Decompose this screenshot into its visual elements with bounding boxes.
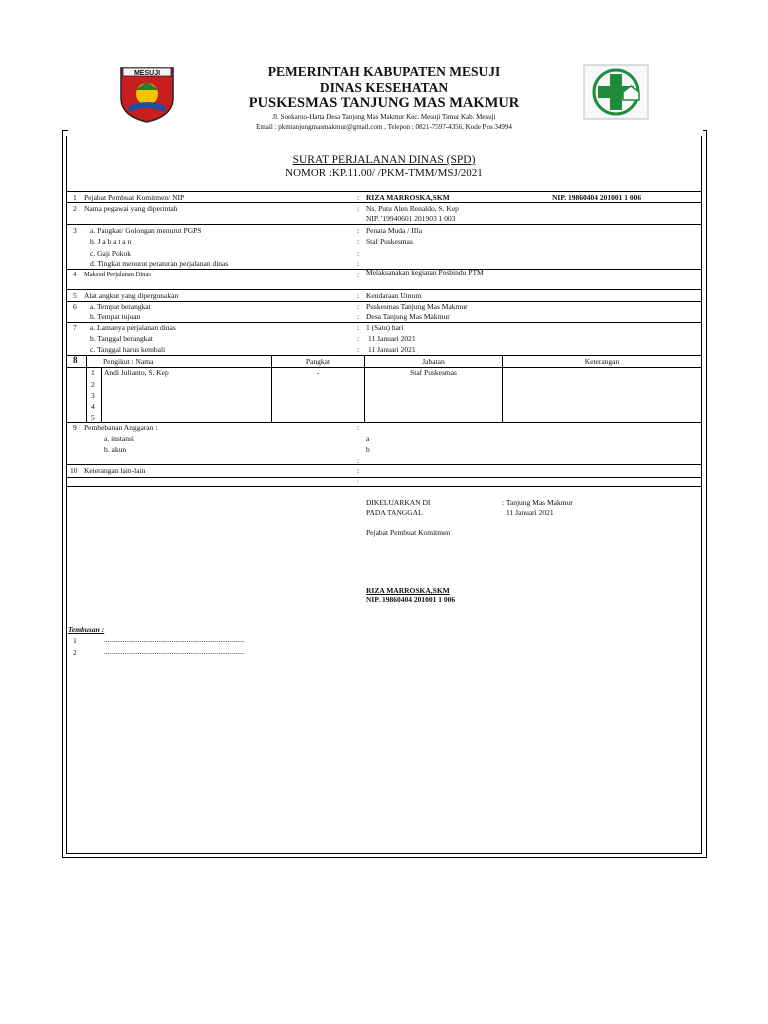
row7b-label: b. Tanggal berangkat xyxy=(90,334,153,343)
tembusan-title: Tembusan : xyxy=(68,625,105,634)
row9b-value: b xyxy=(366,445,370,454)
row7b-colon: : xyxy=(357,334,360,343)
row10-colon: : xyxy=(357,466,360,475)
issued-label: DIKELUARKAN DI xyxy=(366,498,431,507)
row7a-colon: : xyxy=(357,323,360,332)
row1-value: RIZA MARROSKA,SKM xyxy=(366,193,450,202)
row6b-value: Desa Tanjung Mas Makmur xyxy=(366,312,450,321)
row9-no: 9 xyxy=(73,423,77,432)
row7c-value: 11 Januari 2021 xyxy=(368,345,416,354)
row6-no: 6 xyxy=(73,302,77,311)
row5-value: Kendaraan Umum xyxy=(366,291,422,300)
header-contact: Email : pkmtanjungmasmakmur@gmail.com , Telepon : 0821-7597-4356, Kode Pos 34994 xyxy=(256,123,512,131)
row7c-colon: : xyxy=(357,345,360,354)
row9b-label: b. akun xyxy=(104,445,127,454)
row3-no: 3 xyxy=(73,226,77,235)
row1-nip: NIP. 19860404 201001 1 006 xyxy=(552,193,642,202)
row1-label: Pejabat Pembuat Komitmen/ NIP xyxy=(84,193,185,202)
row3a-value: Penata Muda / IIIa xyxy=(366,226,423,235)
row5-colon: : xyxy=(357,291,360,300)
row6b-colon: : xyxy=(357,312,360,321)
signer-role: Pejabat Pembuat Komitmen xyxy=(366,528,451,537)
logo-text: MESUJI xyxy=(133,70,161,77)
row3b-colon: : xyxy=(357,237,360,246)
row4-colon: : xyxy=(357,270,360,279)
row2-value-nip: NIP. '19940601 201903 1 003 xyxy=(366,214,456,223)
signer-name: RIZA MARROSKA,SKM xyxy=(366,586,450,595)
row8-col-pangkat: Pangkat xyxy=(305,357,331,366)
row3d-label: d. Tingkat menurut peraturan perjalanan dinas xyxy=(90,259,229,268)
date-label: PADA TANGGAL xyxy=(366,508,423,517)
row3a-colon: : xyxy=(357,226,360,235)
row4-no: 4 xyxy=(73,271,77,278)
row7c-label: c. Tanggal harus kembali xyxy=(90,345,166,354)
row2-value-name: Ns. Putu Alen Renaldo, S. Kep xyxy=(366,204,459,213)
row10-no: 10 xyxy=(70,466,78,475)
row3d-colon: : xyxy=(357,259,360,268)
issued-value: : Tanjung Mas Makmur xyxy=(502,498,573,507)
follower-1-name: Andi Julianto, S. Kep xyxy=(104,368,169,377)
signer-nip: NIP. 19860404 201001 1 006 xyxy=(366,595,456,604)
logo-puskesmas xyxy=(583,64,649,120)
row4-label: Maksud Perjalanan Dinas xyxy=(84,271,151,278)
row3b-label: b. J a b a t a n xyxy=(90,237,132,246)
row2-colon: : xyxy=(357,204,360,213)
tembusan-1-no: 1 xyxy=(73,636,77,645)
row7a-label: a. Lamanya perjalanan dinas xyxy=(90,323,176,332)
row1-colon: : xyxy=(357,193,360,202)
row6a-value: Puskesmas Tanjung Mas Makmur xyxy=(366,302,468,311)
follower-1-pangkat: - xyxy=(316,368,320,377)
header-unit: PUSKESMAS TANJUNG MAS MAKMUR xyxy=(248,95,520,111)
row8-col-jabatan: Jabatan xyxy=(422,357,445,366)
date-value: 11 Januari 2021 xyxy=(506,508,554,517)
row2-label: Nama pegawai yang diperintah xyxy=(84,204,178,213)
row3a-label: a. Pangkat/ Golongan menurut PGPS xyxy=(90,226,202,235)
row10-colon-2: : xyxy=(357,479,359,485)
header-dept: DINAS KESEHATAN xyxy=(319,80,449,95)
row3c-colon: : xyxy=(357,249,360,258)
row9a-label: a. instansi xyxy=(104,434,134,443)
row9a-value: a xyxy=(366,434,370,443)
row8-col-name: Pengikut : Nama xyxy=(103,357,154,366)
row7b-value: 11 Januari 2021 xyxy=(368,334,416,343)
row7a-value: 1 (Satu) hari xyxy=(366,323,404,332)
row4-value: Melaksanakan kegiatan Posbindu PTM xyxy=(366,268,484,277)
follower-4-no: 4 xyxy=(91,402,95,411)
row8-col-keterangan: Keterangan xyxy=(584,357,620,366)
row1-no: 1 xyxy=(73,193,77,202)
tembusan-1-line: ........................................................................... xyxy=(104,635,245,644)
row7-no: 7 xyxy=(73,323,77,332)
follower-1-no: 1 xyxy=(91,368,95,377)
row8-no: 8 xyxy=(73,355,78,365)
row9-colon-end: : xyxy=(357,456,360,465)
row2-no: 2 xyxy=(73,204,77,213)
header-gov: PEMERINTAH KABUPATEN MESUJI xyxy=(267,64,501,79)
row5-no: 5 xyxy=(73,291,77,300)
header-address: Jl. Soekarno-Hatta Desa Tanjung Mas Makmur Kec. Mesuji Timur Kab. Mesuji xyxy=(272,113,496,121)
tembusan-2-line: ........................................................................... xyxy=(104,647,245,656)
doc-number: NOMOR :KP.11.00/ /PKM-TMM/MSJ/2021 xyxy=(285,167,483,179)
follower-1-jabatan: Staf Puskesmas xyxy=(410,368,457,377)
row6a-colon: : xyxy=(357,302,360,311)
follower-5-no: 5 xyxy=(91,413,95,422)
doc-title: SURAT PERJALANAN DINAS (SPD) xyxy=(292,154,476,166)
row5-label: Alat angkut yang dipergunakan xyxy=(84,291,179,300)
tembusan-2-no: 2 xyxy=(73,648,77,657)
follower-3-no: 3 xyxy=(91,391,95,400)
row6b-label: b. Tempat tujuan xyxy=(90,312,141,321)
follower-2-no: 2 xyxy=(91,380,95,389)
row3c-label: c. Gaji Pokok xyxy=(90,249,132,258)
row9-label: Pembebanan Anggaran : xyxy=(84,423,158,432)
row10-label: Keterangan lain-lain xyxy=(84,466,146,475)
row6a-label: a. Tempat berangkat xyxy=(90,302,151,311)
row9-colon: : xyxy=(357,423,360,432)
row3b-value: Staf Puskesmas xyxy=(366,237,413,246)
